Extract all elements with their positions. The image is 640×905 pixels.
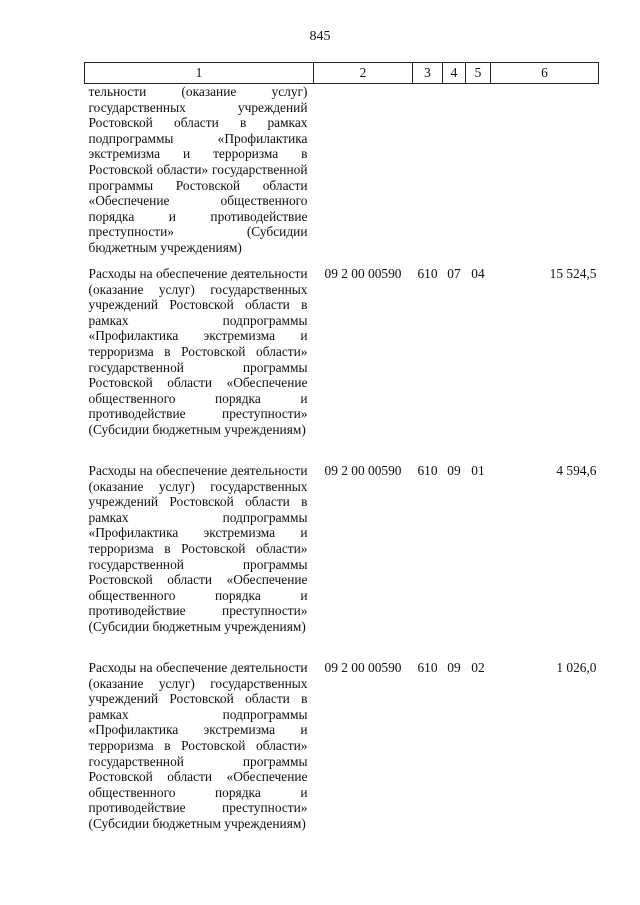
row-expense-type: 610	[417, 660, 438, 675]
page-number: 845	[309, 29, 331, 44]
row-amount: 15 524,5	[549, 266, 597, 281]
row-description: тельности (оказание услуг) государственных учреждений Ростовской области в рамках подпрограммы «Профилактика экстремизма и терроризма в Ростовской области» государственной программы Ростовской области «Обеспечение общественного порядка и противодействие преступности» (Субсидии бюджетным учреждениям)	[88, 84, 308, 255]
row-expense-type: 610	[417, 266, 438, 281]
row-target-code: 09 2 00 00590	[324, 266, 402, 281]
column-header-5: 5	[466, 63, 491, 84]
column-header-3: 3	[413, 63, 443, 84]
table-row	[85, 459, 599, 656]
row-amount: 1 026,0	[556, 660, 597, 675]
header-row	[85, 63, 599, 84]
table-row	[85, 262, 599, 459]
row-target-code: 09 2 00 00590	[324, 463, 402, 478]
column-header-1: 1	[85, 63, 314, 84]
row-subsection: 02	[471, 660, 485, 675]
row-description: Расходы на обеспечение деятельности (оказание услуг) государственных учреждений Ростовской области в рамках подпрограммы «Профилактика экстремизма и терроризма в Ростовской области» государственной программы Ростовской области «Обеспечение общественного порядка и противодействие преступности» (Субсидии бюджетным учреждениям)	[88, 463, 308, 634]
row-target-code: 09 2 00 00590	[324, 660, 402, 675]
row-expense-type	[413, 84, 443, 263]
row-section: 07	[447, 266, 461, 281]
row-target-code	[314, 84, 413, 263]
table-row	[85, 656, 599, 853]
row-subsection	[466, 84, 491, 263]
column-header-6: 6	[491, 63, 599, 84]
row-subsection: 01	[471, 463, 485, 478]
row-description: Расходы на обеспечение деятельности (оказание услуг) государственных учреждений Ростовской области в рамках подпрограммы «Профилактика экстремизма и терроризма в Ростовской области» государственной программы Ростовской области «Обеспечение общественного порядка и противодействие преступности» (Субсидии бюджетным учреждениям)	[88, 660, 308, 831]
row-amount	[491, 84, 599, 263]
budget-table	[84, 62, 599, 853]
column-header-4: 4	[443, 63, 466, 84]
row-description: Расходы на обеспечение деятельности (оказание услуг) государственных учреждений Ростовской области в рамках подпрограммы «Профилактика экстремизма и терроризма в Ростовской области» государственной программы Ростовской области «Обеспечение общественного порядка и противодействие преступности» (Субсидии бюджетным учреждениям)	[88, 266, 308, 437]
row-subsection: 04	[471, 266, 485, 281]
row-section: 09	[447, 660, 461, 675]
row-section: 09	[447, 463, 461, 478]
row-amount: 4 594,6	[556, 463, 597, 478]
column-header-2: 2	[314, 63, 413, 84]
row-expense-type: 610	[417, 463, 438, 478]
table-row	[85, 84, 599, 263]
row-section	[443, 84, 466, 263]
